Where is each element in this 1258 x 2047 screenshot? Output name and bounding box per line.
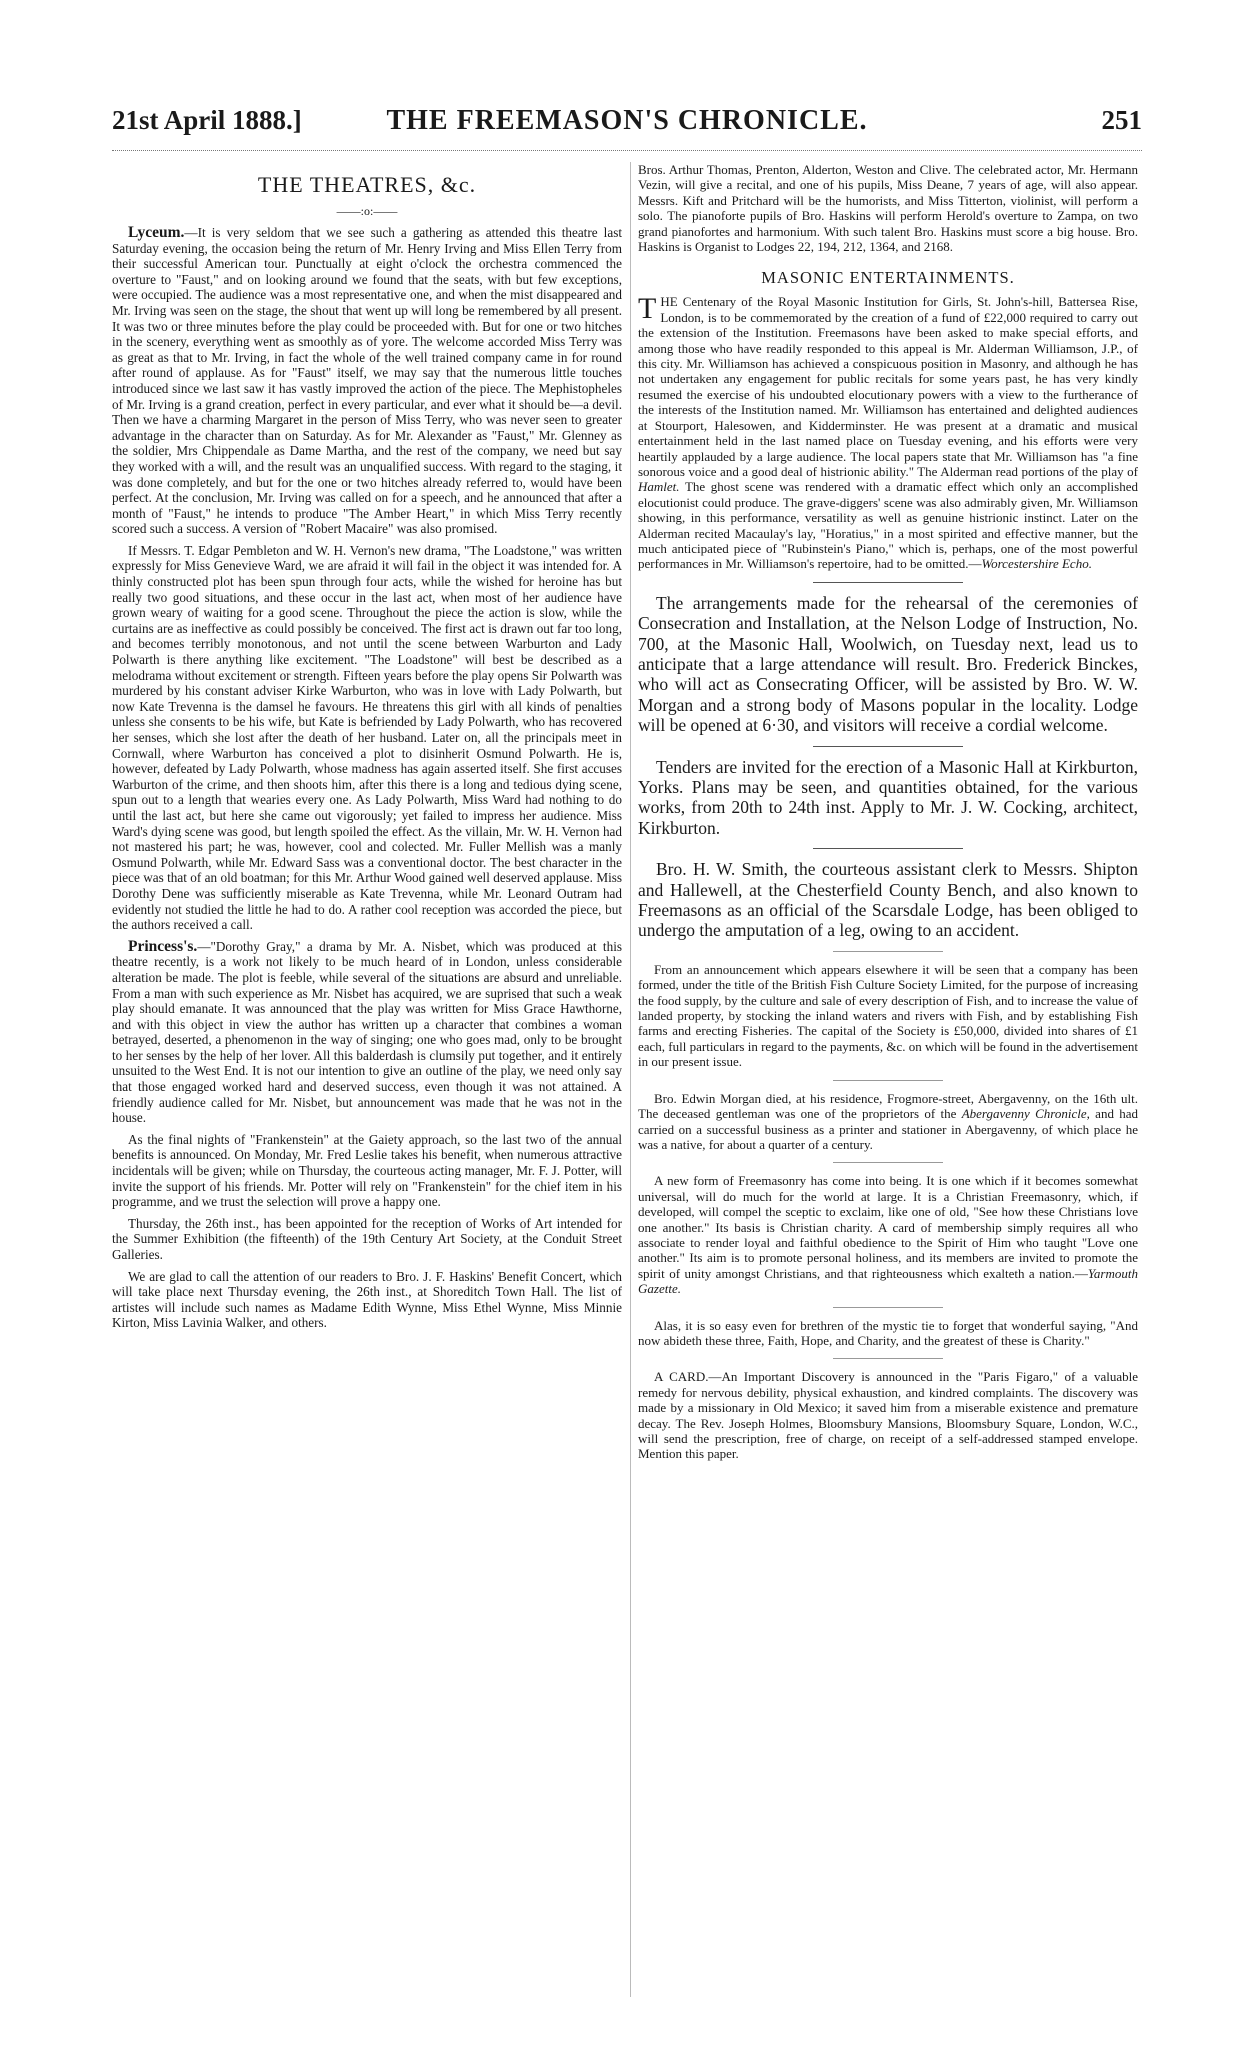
page-header <box>112 105 1142 145</box>
section-rule <box>833 951 943 952</box>
centenary-text-b: The ghost scene was rendered with a dramatic effect which only an accomplished elocutionist could produce. The grave-diggers' scene was also admirably given, Mr. Williamson showing, in this performance, versatility as well as genuine histrionic instinct. Later on the Alderman recited Macaulay's lay, "Horatius," in a most spirited and effective manner, but the much anticipated piece of "Rubinstein's Piano," which is, perhaps, one of the most powerful performances in Mr. Williamson's repertoire, had to be omitted.— <box>638 479 1138 572</box>
tenders-article: Tenders are invited for the erection of a Masonic Hall at Kirkburton, Yorks. Plans may be seen, and quantities obtained, for the various works, from 20th to 24th inst. Apply to Mr. J. W. Cocking, architect, Kirkburton. <box>638 756 1138 838</box>
page-number: 251 <box>1101 105 1142 135</box>
section-rule <box>833 1162 943 1163</box>
morgan-obituary <box>638 1091 1138 1153</box>
haskins-continuation: Bros. Arthur Thomas, Prenton, Alderton, Weston and Clive. The celebrated actor, Mr. Hermann Vezin, will give a recital, and one of his pupils, Miss Deane, 7 years of age, will also appear. Messrs. Kift and Pritchard will be the humorists, and Miss Titterton, violinist, will perform a solo. The pianoforte pupils of Bro. Haskins will perform Herold's overture to Zampa, on two grand pianofortes and harmonium. With such talent Bro. Haskins must score a big house. Bro. Haskins is Organist to Lodges 22, 194, 212, 1364, and 2168. <box>638 162 1138 255</box>
lyceum-text: —It is very seldom that we see such a gathering as attended this theatre last Saturday evening, the occasion being the return of Mr. Henry Irving and Miss Ellen Terry from their successful American tour. Punctually at eight o'clock the orchestra commenced the overture to "Faust," and on looking around we found that the seats, with but few exceptions, were occupied. The audience was a most representative one, and when the mist disappeared and Mr. Irving was seen on the stage, the shout that went up will long be remembered by all present. It was two or three minutes before the play could be proceeded with. But for one or two hitches in the scenery, everything went as smoothly as of yore. The welcome accorded Miss Terry was as great as that to Mr. Irving, in fact the whole of the well trained company came in for round after round of applause. As for "Faust" itself, we may say that the numerous little touches introduced since we last saw it has vastly improved the action of the piece. The Mephistopheles of Mr. Irving is a grand creation, perfect in every particular, and ever what it should be—a devil. Then we have a charming Margaret in the person of Miss Terry, who was never seen to greater advantage in the character than on Saturday. As for Mr. Alexander as "Faust," Mr. Glenney as the soldier, Mrs Chippendale as Dame Martha, and the rest of the company, we need but say they worked with a will, and the result was an unqualified success. With regard to the staging, it was done completely, and but for the one or two hitches already referred to, would have been perfect. At the conclusion, Mr. Irving was called on for a speech, and he announced that after a month of "Faust," he intends to produce "The Amber Heart," in which Miss Terry recently scored such a success. A version of "Robert Macaire" was also promised. <box>112 225 622 537</box>
princess-article <box>112 939 622 1126</box>
princess-text: —"Dorothy Gray," a drama by Mr. A. Nisbet, which was produced at this theatre recently, is a work not likely to be much heard of in London, unless considerable alteration be made. The plot is feeble, while several of the situations are absurd and unreliable. From a man with such experience as Mr. Nisbet has acquired, we are suprised that such a weak play should emanate. It was announced that the play was written for Miss Grace Hawthorne, and with this object in view the author has written up a character that combines a woman betrayed, deserted, a phenomenon in the way of singing; one who goes mad, only to be brought to her senses by the help of her lover. All this balderdash is clumsily put together, and it entirely unsuited to the West End. It is not our intention to give an outline of the play, we need only say that those engaged worked hard and deserved success, even though it was not attained. A friendly audience called for Mr. Nisbet, but announcement was made that he was not in the house. <box>112 938 622 1126</box>
card-text: is announced in the "Paris Figaro," of a valuable remedy for nervous debility, physical exhaustion, and kindred complaints. The discovery was made by a missionary in Old Mexico; it saved him from a miserable existence and premature decay. The Rev. Joseph Holmes, Bloomsbury Mansions, Bloomsbury Square, London, W.C., will send the prescription, free of charge, on receipt of a self-addressed stamped envelope. Mention this paper. <box>638 1369 1138 1462</box>
freemasonry-source: Yarmouth Gazette. <box>638 1265 1138 1297</box>
masonic-entertainments-heading: MASONIC ENTERTAINMENTS. <box>761 268 1015 288</box>
left-column <box>112 162 622 1997</box>
haskins-article: We are glad to call the attention of our readers to Bro. J. F. Haskins' Benefit Concert, which will take place next Thursday evening, the 26th inst., at Shoreditch Town Hall. The list of artistes will include such names as Madame Edith Wynne, Miss Ethel Wynne, Miss Minnie Kirton, Miss Lavinia Walker, and others. <box>112 1268 622 1331</box>
header-rule <box>112 150 1142 151</box>
lyceum-lead: Lyceum. <box>128 224 185 241</box>
morgan-paper-title: Abergavenny Chronicle, <box>961 1106 1090 1122</box>
heading-ornament: ——:o:—— <box>336 204 398 218</box>
christian-freemasonry-article <box>638 1173 1138 1296</box>
section-rule <box>813 848 963 849</box>
theatres-heading: THE THEATRES, &c. <box>257 172 477 197</box>
exhibition-article: Thursday, the 26th inst., has been appointed for the reception of Works of Art intended for the Summer Exhibition (the fifteenth) of the 19th Century Art Society, at the Conduit Street Galleries. <box>112 1215 622 1262</box>
section-rule <box>833 1307 943 1308</box>
nelson-lodge-article: The arrangements made for the rehearsal of the ceremonies of Consecration and Installation, at the Nelson Lodge of Instruction, No. 700, at the Masonic Hall, Woolwich, on Tuesday next, lead us to anticipate that a large attendance will result. Bro. Frederick Binckes, who will act as Consecrating Officer, will be assisted by Bro. W. W. Morgan and a strong body of Masons popular in the locality. Lodge will be opened at 6·30, and visitors will receive a cordial welcome. <box>638 592 1138 736</box>
section-rule <box>813 746 963 747</box>
issue-date: 21st April 1888.] <box>112 105 302 135</box>
frankenstein-article: As the final nights of "Frankenstein" at the Gaiety approach, so the last two of the annual benefits is announced. On Monday, Mr. Fred Leslie takes his benefit, when numerous attractive incidentals will be given; while on Thursday, the courteous acting manager, Mr. F. J. Potter, will invite the support of his friends. Mr. Potter will rely on "Frankenstein" for the chief item in his programme, and we trust the selection will prove a happy one. <box>112 1131 622 1210</box>
section-rule <box>833 1358 943 1359</box>
right-column <box>638 162 1138 1997</box>
centenary-text-a: HE Centenary of the Royal Masonic Institution for Girls, St. John's-hill, Battersea Rise, London, is to be commemorated by the creation of a fund of £22,000 required to carry out the extension of the Institution. Freemasons have been asked to make special efforts, and among those who have readily responded to this appeal is Mr. Alderman Williamson, J.P., of this city. Mr. Williamson has achieved a conspicuous position in Masonry, and although he has not undertaken any engagement for public recitals for some years past, he has very kindly resumed the exercise of his undoubted elocutionary powers with a view to the furtherance of the interests of the Institution named. Mr. Williamson has entertained and delighted audiences at Stourport, Halesowen, and Kidderminster. He was present at a dramatic and musical entertainment held in the last named place on Tuesday evening, and his efforts were very heartily applauded by a large audience. The local papers state that Mr. Williamson has "a fine sonorous voice and a good deal of histrionic ability." The Alderman read portions of the play of <box>638 294 1138 479</box>
centenary-article <box>638 294 1138 571</box>
morgan-text-b: and had carried on a successful business as a printer and stationer in Abergavenny, of which place he was a native, for about a quarter of a century. <box>638 1106 1138 1152</box>
card-lead: A CARD.—An Important Discovery <box>654 1369 855 1385</box>
freemasonry-text: A new form of Freemasonry has come into being. It is one which if it becomes somewhat universal, will do much for the world at large. It is a Christian Freemasonry, which, if developed, will compel the sceptic to exclaim, like one of old, "See how these Christians love one another." Its basis is Christian charity. A card of membership simply requires all who associate to render loyal and faithful obedience to the Spirit of Him who taught "Love one another." Its aim is to promote personal holiness, and its members are invited to promote the spirit of unity amongst Christians, and that righteousness which exalteth a nation.— <box>638 1173 1138 1281</box>
column-divider <box>630 162 631 1997</box>
section-rule <box>813 582 963 583</box>
charity-article: Alas, it is so easy even for brethren of the mystic tie to forget that wonderful saying, "And now abideth these three, Faith, Hope, and Charity, and the greatest of these is Charity." <box>638 1317 1138 1348</box>
drop-cap: T <box>638 292 657 326</box>
hamlet-title: Hamlet. <box>638 479 680 495</box>
smith-article: Bro. H. W. Smith, the courteous assistant clerk to Messrs. Shipton and Hallewell, at the Chesterfield County Bench, and also known to Freemasons as an official of the Scarsdale Lodge, has been obliged to undergo the amputation of a leg, owing to an accident. <box>638 859 1138 941</box>
card-advertisement <box>638 1369 1138 1461</box>
fish-culture-article: From an announcement which appears elsewhere it will be seen that a company has been formed, under the title of the British Fish Culture Society Limited, for the purpose of increasing the food supply, by the culture and sale of every description of Fish, and to increase the value of landed property, by stocking the inland waters and rivers with Fish, and by establishing Fish farms and erecting Fisheries. The capital of the Society is £50,000, divided into shares of £1 each, full particulars in regard to the payments, &c. on which will be found in the advertisement in our present issue. <box>638 961 1138 1070</box>
publication-title: THE FREEMASON'S CHRONICLE. <box>386 105 868 136</box>
morgan-text-a: Bro. Edwin Morgan died, at his residence, Frogmore-street, Abergavenny, on the 16th ult. The deceased gentleman was one of the proprietors of the <box>638 1090 1138 1122</box>
section-rule <box>833 1080 943 1081</box>
centenary-source: Worcestershire Echo. <box>981 556 1092 572</box>
loadstone-article: If Messrs. T. Edgar Pembleton and W. H. Vernon's new drama, "The Loadstone," was written expressly for Miss Genevieve Ward, we are afraid it will fail in the object it was intended for. A thinly constructed plot has been spun through four acts, while the wished for heroine has but really two good situations, and these occur in the last act, when most of her audience have grown weary of waiting for a good scene. Throughout the piece the action is slow, while the curtains are as ineffective as could possibly be conceived. The first act is drawn out far too long, and becomes terribly monotonous, and not until the scene between Warburton and Lady Polwarth is there anything like excitement. "The Loadstone" will best be described as a melodrama without excitement or strength. Fifteen years before the play opens Sir Polwarth was murdered by his constant adviser Kirke Warburton, who was in love with Lady Polwarth, but now Kate Trevenna is the damsel he favours. He threatens this girl with all kinds of penalties unless she consents to be his wife, but Kate is befriended by Lady Polwarth, who has recovered her senses, which she lost after the death of her husband. Later on, all the principals meet in Cornwall, where Warburton has conceived a plot to disinherit Osmund Polwarth. He is, however, defeated by Lady Polwarth, whose madness has again asserted itself. She first accuses Warburton of the crime, and then shoots him, after this there is a long and tedious dying scene, spun out to a length that wearies every one. As Lady Polwarth, Miss Ward had nothing to do until the last act, but here she came out vigorously; yet failed to impress her audience. Miss Ward's dying scene was good, but length spoiled the effect. As the villain, Mr. W. H. Vernon had not mastered his part; he was, however, cool and colected. Mr. Fuller Mellish was a manly Osmund Polwarth, while Mr. Edward Sass was a conventional doctor. The best character in the piece was that of an old boatman; for this Mr. Arthur Wood gained well deserved applause. Miss Dorothy Dene was sufficiently miserable as Kate Trevenna, while Mr. Leonard Outram had evidently not studied the little he had to do. A rather cool reception was accorded the piece, but the authors received a call. <box>112 542 622 933</box>
lyceum-article <box>112 225 622 537</box>
princess-lead: Princess's. <box>128 937 198 955</box>
